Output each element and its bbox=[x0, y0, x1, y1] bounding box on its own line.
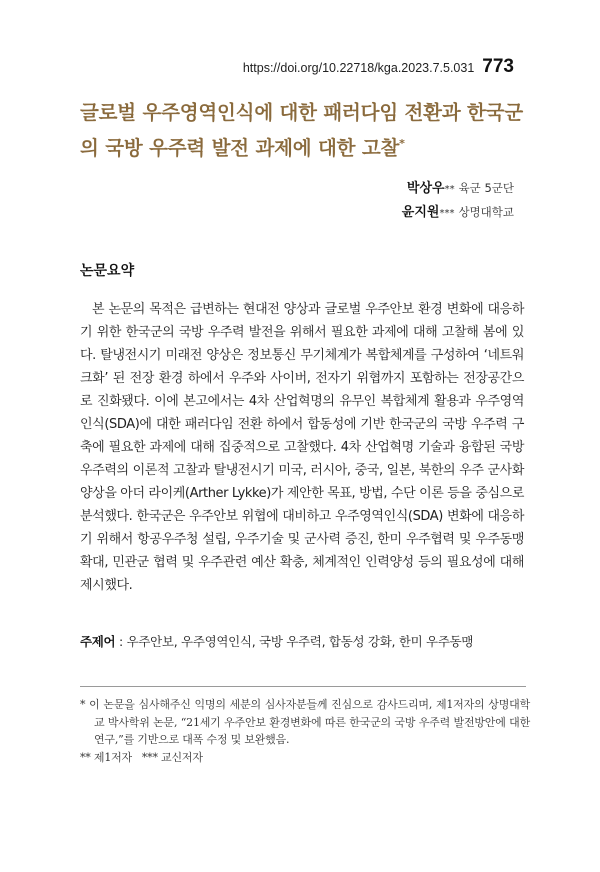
keywords-label: 주제어 bbox=[80, 634, 116, 649]
footnote-divider bbox=[80, 686, 526, 687]
author-affiliation: 상명대학교 bbox=[458, 205, 514, 219]
paper-title bbox=[80, 97, 530, 164]
title-footnote-mark: * bbox=[399, 137, 405, 150]
author-list bbox=[402, 177, 514, 225]
doi-link[interactable]: https://doi.org/10.22718/kga.2023.7.5.031 bbox=[242, 61, 475, 75]
page-header bbox=[243, 56, 514, 78]
keywords bbox=[80, 632, 530, 650]
author-affiliation: 육군 5군단 bbox=[458, 181, 514, 195]
author-mark: *** bbox=[439, 208, 455, 219]
author-name: 윤지원 bbox=[401, 205, 440, 220]
page-number: 773 bbox=[482, 56, 514, 77]
abstract-heading: 논문요약 bbox=[80, 263, 135, 279]
author-mark: ** bbox=[444, 184, 455, 195]
abstract-body: 본 논문의 목적은 급변하는 현대전 양상과 글로벌 우주안보 환경 변화에 대응하기 위한 한국군의 국방 우주력 발전을 위해서 필요한 과제에 대해 고찰해 봄에 있다. 탈냉전시기 미래전 양상은 정보통신 무기체계가 복합체계를 구성하여 ‘네트워크화’ 된 전장 환경 하에서 우주와 사이버, 전자기 위협까지 포함하는 전장공간으로 진화됐다. 이에 본고에서는 4차 산업혁명의 유무인 복합체계 활용과 우주영역인식(SDA)에 대한 패러다임 전환 하에서 합동성에 기반 한국군의 국방 우주력 구축에 필요한 과제에 대해 집중적으로 고찰했다. 4차 산업혁명 기술과 융합된 국방 우주력의 이론적 고찰과 탈냉전시기 미국, 러시아, 중국, 일본, 북한의 우주 군사화 양상을 아더 라이케(Arther Lykke)가 제안한 목표, 방법, 수단 이론 등을 중심으로 분석했다. 한국군은 우주안보 위협에 대비하고 우주영역인식(SDA) 변화에 대응하기 위해서 항공우주청 설립, 우주기술 및 군사력 증진, 한미 우주협력 및 우주동맹 확대, 민관군 협력 및 우주관련 예산 확충, 체계적인 인력양성 등의 필요성에 대해 제시했다. bbox=[80, 302, 524, 593]
title-line-1: 글로벌 우주영역인식에 대한 패러다임 전환과 한국군 bbox=[80, 101, 523, 124]
footnote-acknowledgement: * 이 논문을 심사해주신 익명의 세분의 심사자분들께 진심으로 감사드리며, 제1저자의 상명대학교 박사학위 논문, “21세기 우주안보 환경변화에 따른 한국군의 국방 우주력 발전방안에 대한 연구,”를 기반으로 대폭 수정 및 보완했음. bbox=[80, 698, 530, 746]
keywords-separator: : bbox=[115, 634, 127, 649]
author-1 bbox=[402, 177, 514, 201]
footnote-author-roles: ** 제1저자 *** 교신저자 bbox=[80, 750, 203, 764]
title-line-2: 의 국방 우주력 발전 과제에 대한 고찰 bbox=[80, 136, 400, 160]
footnotes bbox=[80, 696, 530, 766]
keywords-text: 우주안보, 우주영역인식, 국방 우주력, 합동성 강화, 한미 우주동맹 bbox=[126, 634, 474, 649]
author-2 bbox=[402, 201, 514, 225]
author-name: 박상우 bbox=[406, 181, 445, 196]
